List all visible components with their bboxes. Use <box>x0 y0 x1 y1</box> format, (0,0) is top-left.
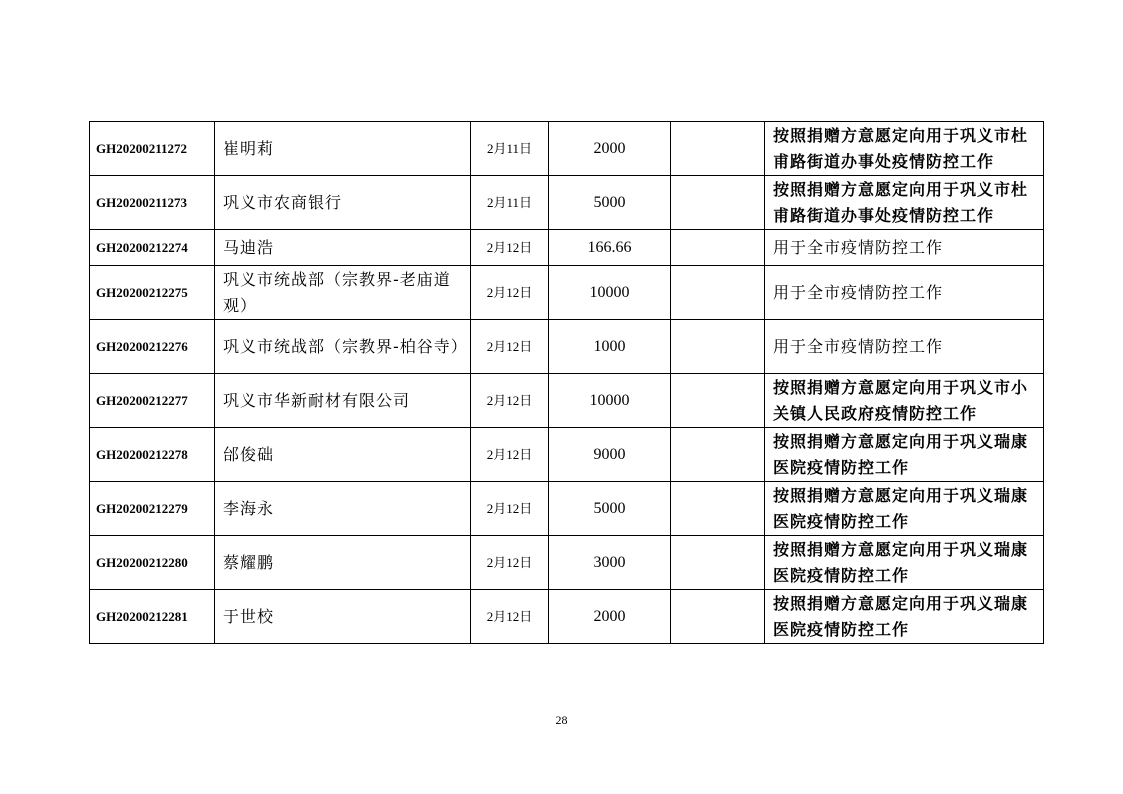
donation-date: 2月12日 <box>471 590 549 644</box>
record-id: GH20200212277 <box>90 374 215 428</box>
remark-cell <box>671 230 765 266</box>
table-row <box>90 230 1044 266</box>
donor-name: 巩义市华新耐材有限公司 <box>215 374 471 428</box>
donation-date: 2月12日 <box>471 374 549 428</box>
donation-date: 2月12日 <box>471 320 549 374</box>
record-id: GH20200212276 <box>90 320 215 374</box>
remark-cell <box>671 266 765 320</box>
donation-date: 2月12日 <box>471 428 549 482</box>
record-id: GH20200212274 <box>90 230 215 266</box>
donation-amount: 2000 <box>549 590 671 644</box>
donor-name: 于世校 <box>215 590 471 644</box>
remark-cell <box>671 428 765 482</box>
donor-name: 李海永 <box>215 482 471 536</box>
donation-date: 2月11日 <box>471 176 549 230</box>
record-id: GH20200211272 <box>90 122 215 176</box>
donation-date: 2月11日 <box>471 122 549 176</box>
record-id: GH20200212280 <box>90 536 215 590</box>
donation-date: 2月12日 <box>471 536 549 590</box>
remark-cell <box>671 536 765 590</box>
donor-name: 邰俊础 <box>215 428 471 482</box>
remark-cell <box>671 122 765 176</box>
donation-amount: 3000 <box>549 536 671 590</box>
donation-amount: 5000 <box>549 482 671 536</box>
donation-amount: 10000 <box>549 374 671 428</box>
donation-amount: 9000 <box>549 428 671 482</box>
donation-purpose: 用于全市疫情防控工作 <box>765 266 1044 320</box>
donation-purpose: 用于全市疫情防控工作 <box>765 230 1044 266</box>
donation-purpose: 用于全市疫情防控工作 <box>765 320 1044 374</box>
donor-name: 蔡耀鹏 <box>215 536 471 590</box>
donation-date: 2月12日 <box>471 482 549 536</box>
remark-cell <box>671 374 765 428</box>
table-row <box>90 374 1044 428</box>
donation-amount: 5000 <box>549 176 671 230</box>
remark-cell <box>671 320 765 374</box>
table-row <box>90 536 1044 590</box>
donor-name: 巩义市统战部（宗教界-柏谷寺） <box>215 320 471 374</box>
table-row <box>90 482 1044 536</box>
donation-table <box>89 121 1044 644</box>
donation-purpose: 按照捐赠方意愿定向用于巩义市杜甫路街道办事处疫情防控工作 <box>765 176 1044 230</box>
donation-amount: 1000 <box>549 320 671 374</box>
record-id: GH20200212275 <box>90 266 215 320</box>
donation-purpose: 按照捐赠方意愿定向用于巩义瑞康医院疫情防控工作 <box>765 536 1044 590</box>
donor-name: 巩义市农商银行 <box>215 176 471 230</box>
record-id: GH20200212279 <box>90 482 215 536</box>
donor-name: 马迪浩 <box>215 230 471 266</box>
table-row <box>90 428 1044 482</box>
table-row <box>90 320 1044 374</box>
table-row <box>90 176 1044 230</box>
record-id: GH20200212281 <box>90 590 215 644</box>
table-row <box>90 266 1044 320</box>
remark-cell <box>671 590 765 644</box>
donor-name: 崔明莉 <box>215 122 471 176</box>
donation-amount: 2000 <box>549 122 671 176</box>
donation-purpose: 按照捐赠方意愿定向用于巩义瑞康医院疫情防控工作 <box>765 482 1044 536</box>
donation-purpose: 按照捐赠方意愿定向用于巩义瑞康医院疫情防控工作 <box>765 428 1044 482</box>
table-row <box>90 590 1044 644</box>
donation-purpose: 按照捐赠方意愿定向用于巩义市杜甫路街道办事处疫情防控工作 <box>765 122 1044 176</box>
donation-purpose: 按照捐赠方意愿定向用于巩义市小关镇人民政府疫情防控工作 <box>765 374 1044 428</box>
remark-cell <box>671 482 765 536</box>
page-number: 28 <box>555 713 568 727</box>
donation-purpose: 按照捐赠方意愿定向用于巩义瑞康医院疫情防控工作 <box>765 590 1044 644</box>
donation-amount: 10000 <box>549 266 671 320</box>
record-id: GH20200212278 <box>90 428 215 482</box>
donation-date: 2月12日 <box>471 266 549 320</box>
donation-table-body <box>90 122 1044 644</box>
donor-name: 巩义市统战部（宗教界-老庙道观） <box>215 266 471 320</box>
record-id: GH20200211273 <box>90 176 215 230</box>
remark-cell <box>671 176 765 230</box>
table-row <box>90 122 1044 176</box>
donation-date: 2月12日 <box>471 230 549 266</box>
donation-amount: 166.66 <box>549 230 671 266</box>
